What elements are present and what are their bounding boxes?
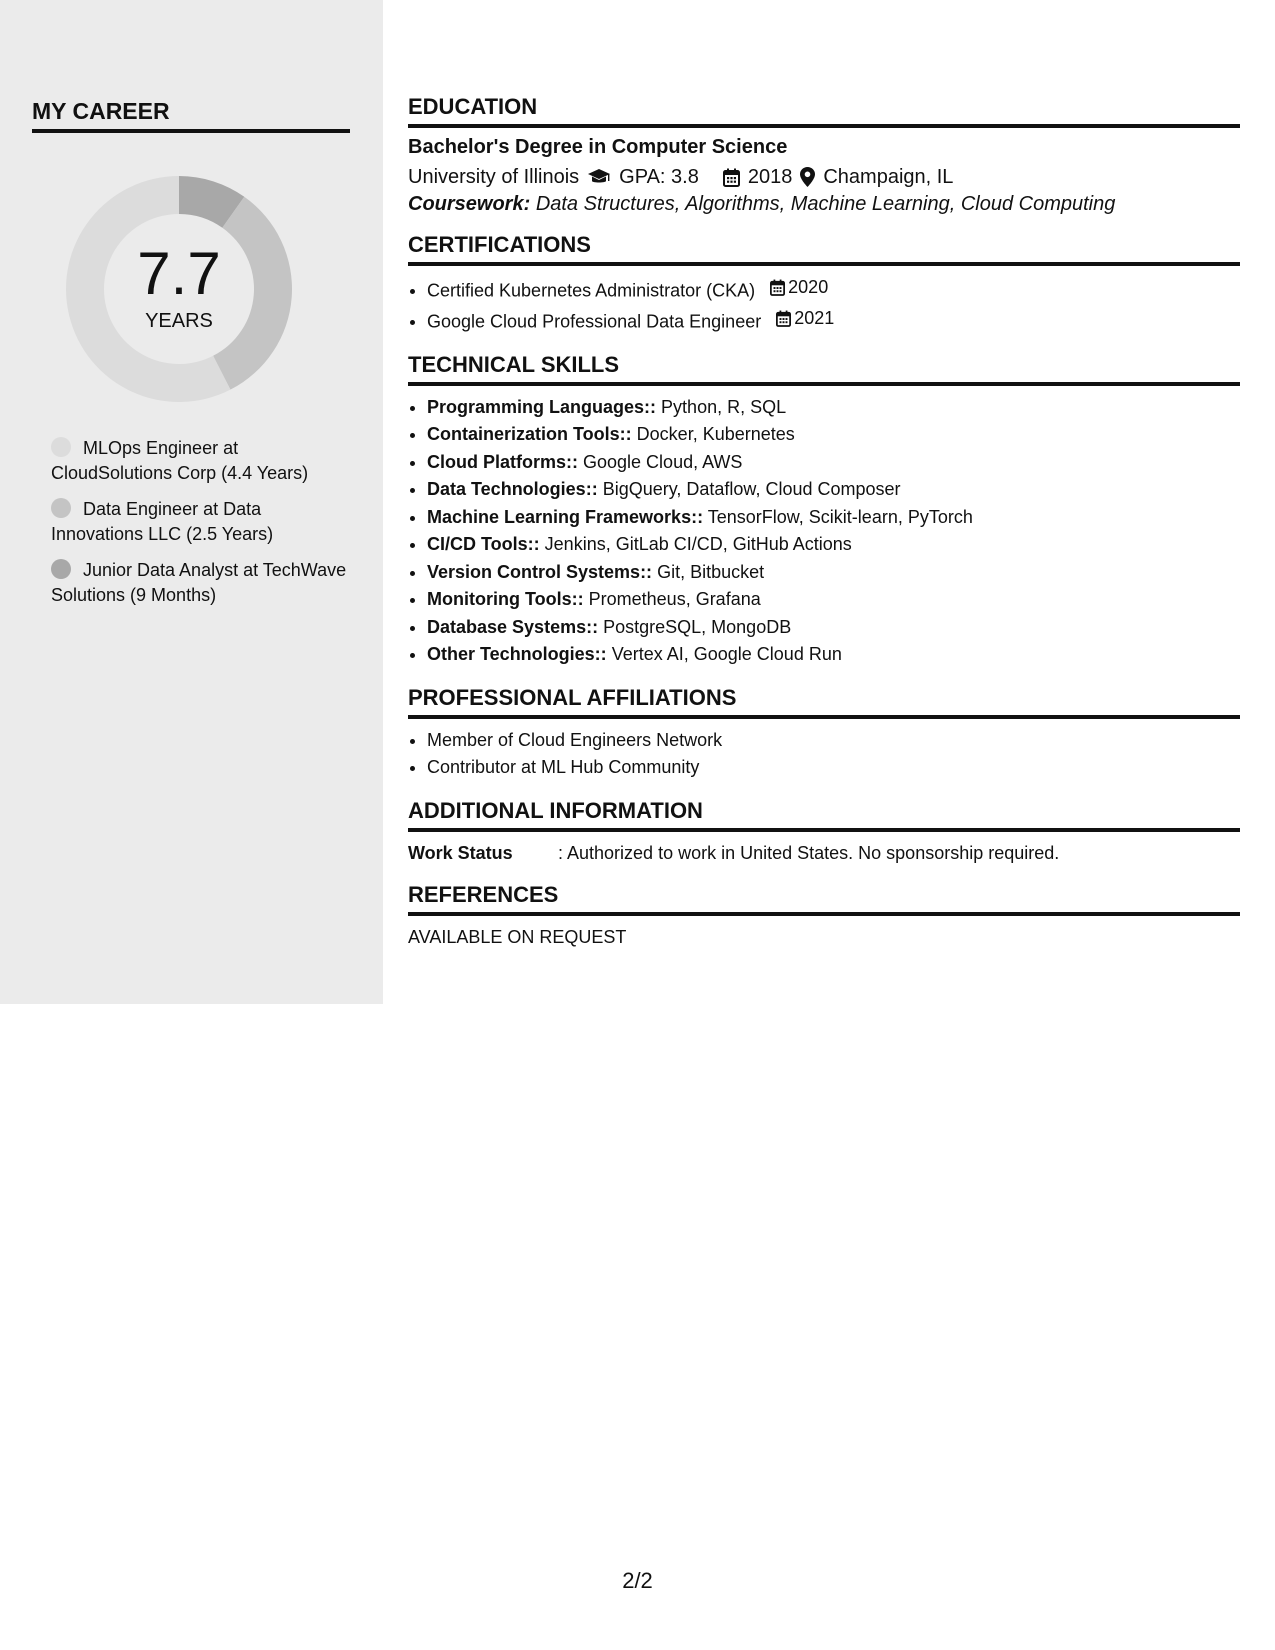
additional-info-section — [408, 798, 1240, 866]
work-status-value: : Authorized to work in United States. No sponsorship required. — [558, 842, 1060, 863]
certifications-title: CERTIFICATIONS — [408, 232, 1240, 266]
skill-category: Containerization Tools:: — [427, 424, 632, 444]
certification-year: 2021 — [794, 307, 835, 328]
legend-item — [51, 558, 351, 608]
legend-label: MLOps Engineer at CloudSolutions Corp (4.4 Years) — [51, 438, 309, 483]
skill-values: Python, R, SQL — [661, 396, 787, 417]
skill-category: Programming Languages:: — [427, 396, 657, 417]
list-item — [427, 504, 1240, 532]
legend-item — [51, 497, 351, 547]
degree-name: Bachelor's Degree in Computer Science — [408, 136, 788, 158]
skill-values: Docker, Kubernetes — [636, 424, 795, 444]
career-legend — [51, 436, 351, 619]
skill-values: Prometheus, Grafana — [588, 589, 761, 609]
total-years-value: 7.7 — [137, 240, 221, 307]
calendar-icon — [723, 168, 740, 187]
skill-values: Vertex AI, Google Cloud Run — [611, 644, 842, 664]
education-section — [408, 94, 1240, 216]
skills-section — [408, 352, 1240, 669]
work-status-label: Work Status — [408, 842, 513, 863]
certification-name: Google Cloud Professional Data Engineer — [427, 311, 762, 331]
total-years-unit: YEARS — [145, 310, 213, 332]
skill-values: Jenkins, GitLab CI/CD, GitHub Actions — [544, 534, 852, 554]
skill-values: Git, Bitbucket — [657, 561, 765, 582]
list-item — [427, 641, 1240, 669]
list-item — [427, 449, 1240, 477]
skill-category: Data Technologies:: — [427, 479, 598, 499]
list-item — [427, 614, 1240, 642]
list-item — [427, 476, 1240, 504]
calendar-icon — [776, 310, 791, 327]
list-item — [427, 531, 1240, 559]
list-item — [427, 421, 1240, 449]
list-item — [427, 559, 1240, 587]
references-title: REFERENCES — [408, 882, 1240, 916]
legend-dot — [51, 559, 71, 579]
references-section — [408, 882, 1240, 950]
skill-category: Machine Learning Frameworks:: — [427, 506, 704, 527]
skill-category: Cloud Platforms:: — [427, 451, 578, 472]
coursework-label: Coursework: — [408, 193, 531, 215]
skill-values: BigQuery, Dataflow, Cloud Composer — [602, 479, 901, 499]
skill-values: PostgreSQL, MongoDB — [603, 616, 792, 637]
skill-category: Version Control Systems:: — [427, 561, 653, 582]
skills-list — [408, 394, 1240, 669]
work-status-row — [408, 840, 1240, 866]
certification-name: Certified Kubernetes Administrator (CKA) — [427, 280, 756, 301]
skill-category: Database Systems:: — [427, 616, 599, 637]
legend-label: Junior Data Analyst at TechWave Solutions (9 Months) — [51, 560, 347, 605]
skill-category: CI/CD Tools:: — [427, 534, 540, 554]
skill-category: Other Technologies:: — [427, 644, 607, 664]
calendar-icon — [770, 279, 785, 296]
list-item — [427, 305, 1240, 336]
skill-values: TensorFlow, Scikit-learn, PyTorch — [707, 506, 973, 527]
university-name: University of Illinois — [408, 166, 580, 188]
legend-item — [51, 436, 351, 486]
skill-category: Monitoring Tools:: — [427, 589, 584, 609]
career-sidebar — [0, 0, 383, 1004]
map-pin-icon — [800, 167, 815, 187]
affiliations-section — [408, 685, 1240, 782]
page-number: 2/2 — [622, 1568, 653, 1593]
gpa: GPA: 3.8 — [619, 166, 699, 188]
donut-center — [66, 176, 292, 402]
certifications-list — [408, 274, 1240, 336]
location: Champaign, IL — [823, 166, 954, 188]
education-title: EDUCATION — [408, 94, 1240, 128]
additional-info-title: ADDITIONAL INFORMATION — [408, 798, 1240, 832]
skill-values: Google Cloud, AWS — [583, 451, 743, 472]
affiliations-title: PROFESSIONAL AFFILIATIONS — [408, 685, 1240, 719]
career-title: MY CAREER — [32, 98, 350, 133]
list-item — [427, 394, 1240, 422]
education-details — [408, 163, 1240, 191]
list-item — [427, 274, 1240, 305]
legend-dot — [51, 498, 71, 518]
legend-label: Data Engineer at Data Innovations LLC (2.5 Years) — [51, 499, 274, 544]
certification-year: 2020 — [788, 277, 829, 297]
graduation-cap-icon — [587, 168, 611, 186]
legend-dot — [51, 437, 71, 457]
affiliations-list — [408, 727, 1240, 782]
coursework — [408, 193, 1240, 216]
list-item: • Member of Cloud Engineers Network — [427, 727, 1240, 755]
main-content — [408, 94, 1240, 966]
certifications-section — [408, 232, 1240, 336]
list-item — [427, 586, 1240, 614]
list-item: • Contributor at ML Hub Community — [427, 754, 1240, 782]
graduation-year: 2018 — [747, 166, 793, 188]
coursework-list: Data Structures, Algorithms, Machine Learning, Cloud Computing — [535, 193, 1116, 215]
skills-title: TECHNICAL SKILLS — [408, 352, 1240, 386]
references-text: AVAILABLE ON REQUEST — [408, 926, 627, 947]
